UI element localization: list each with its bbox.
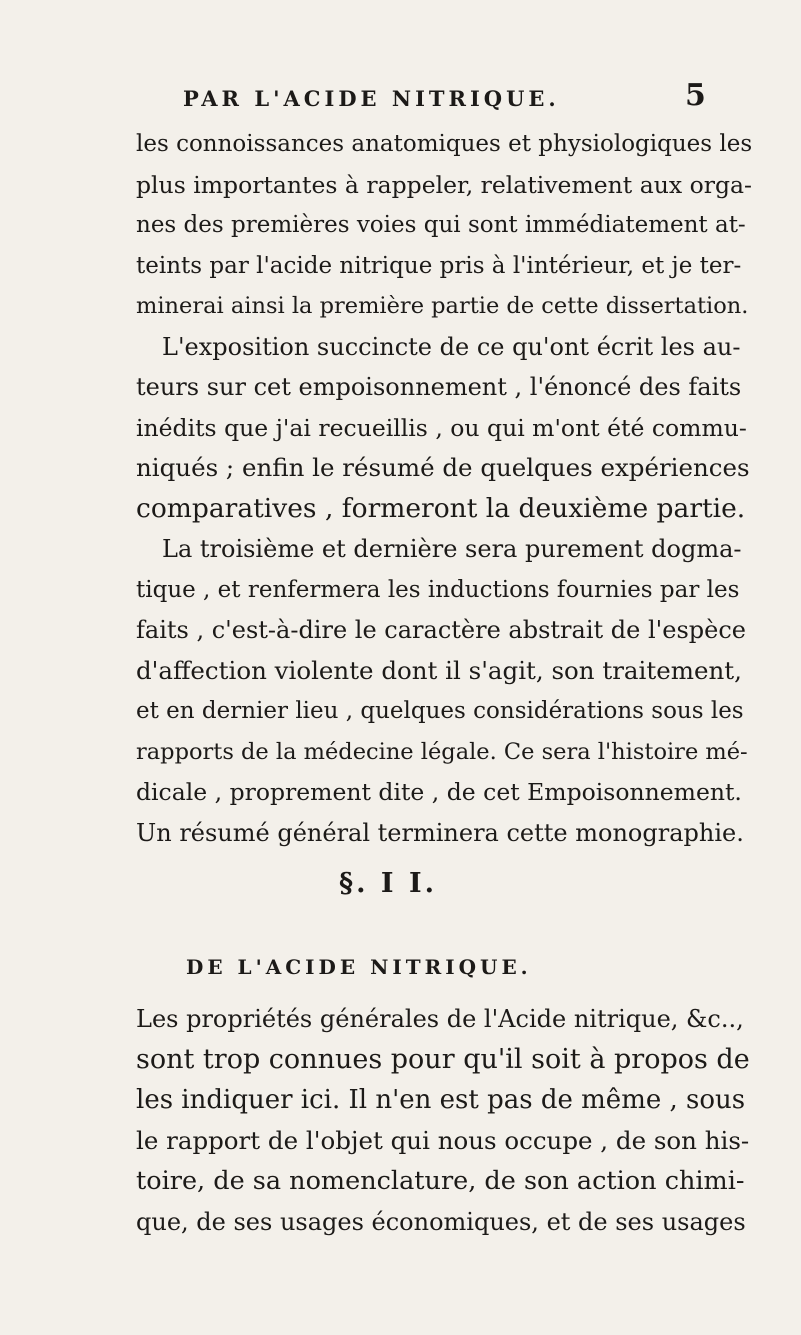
text-line: et en dernier lieu , quelques considérations sous les — [136, 698, 744, 724]
page-number: 5 — [685, 78, 706, 113]
text-line: Un résumé général terminera cette monographie. — [136, 819, 744, 847]
section-title: DE L'ACIDE NITRIQUE. — [186, 955, 532, 979]
text-line: le rapport de l'objet qui nous occupe , de son his- — [136, 1126, 750, 1155]
text-line: toire, de sa nomenclature, de son action chimi- — [136, 1166, 745, 1196]
text-line: comparatives , formeront la deuxième partie. — [136, 493, 746, 524]
text-line: L'exposition succincte de ce qu'ont écrit les au- — [162, 333, 741, 361]
text-line: dicale , proprement dite , de cet Empoisonnement. — [136, 778, 742, 806]
text-line: les connoissances anatomiques et physiologiques les — [136, 131, 753, 157]
text-line: niqués ; enfin le résumé de quelques expériences — [136, 453, 750, 482]
text-line: teurs sur cet empoisonnement , l'énoncé des faits — [136, 373, 742, 401]
text-line: que, de ses usages économiques, et de ses usages — [136, 1208, 746, 1236]
text-line: rapports de la médecine légale. Ce sera l'histoire mé- — [136, 739, 748, 765]
text-line: Les propriétés générales de l'Acide nitrique, &c.., — [136, 1005, 744, 1033]
text-line: faits , c'est-à-dire le caractère abstrait de l'espèce — [136, 616, 746, 644]
text-line: sont trop connues pour qu'il soit à propos de — [136, 1044, 750, 1075]
text-line: teints par l'acide nitrique pris à l'intérieur, et je ter- — [136, 253, 742, 279]
section-number: §. I I. — [339, 868, 437, 899]
text-line: nes des premières voies qui sont immédiatement at- — [136, 212, 746, 238]
text-line: d'affection violente dont il s'agit, son traitement, — [136, 656, 742, 685]
text-line: tique , et renfermera les inductions fournies par les — [136, 577, 740, 603]
text-line: plus importantes à rappeler, relativement aux orga- — [136, 171, 752, 199]
text-line: inédits que j'ai recueillis , ou qui m'ont été commu- — [136, 414, 747, 442]
text-line: les indiquer ici. Il n'en est pas de même , sous — [136, 1085, 746, 1115]
text-line: La troisième et dernière sera purement dogma- — [162, 535, 742, 563]
text-line: minerai ainsi la première partie de cette dissertation. — [136, 293, 749, 319]
running-head: PAR L'ACIDE NITRIQUE. — [183, 86, 560, 111]
